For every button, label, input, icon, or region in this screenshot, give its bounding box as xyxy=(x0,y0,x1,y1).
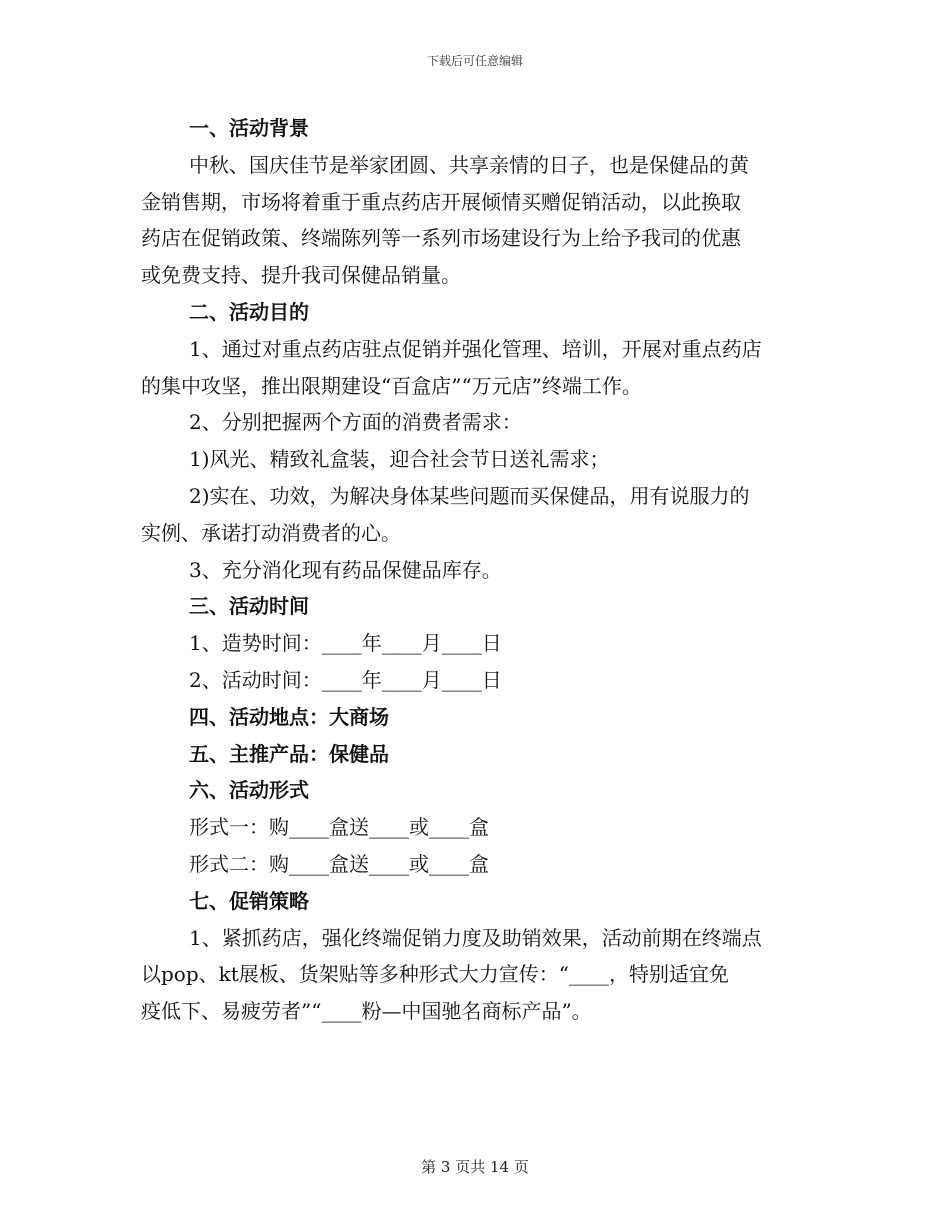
body-text-line: 2)实在、功效，为解决身体某些问题而买保健品，用有说服力的 xyxy=(189,483,750,508)
body-text-line: 中秋、国庆佳节是举家团圆、共享亲情的日子，也是保健品的黄 xyxy=(189,152,749,177)
body-text-line: 以pop、kt展板、货架贴等多种形式大力宣传：“____，特别适宜免 xyxy=(141,962,730,987)
section-heading: 七、促销策略 xyxy=(189,888,309,913)
section-heading: 二、活动目的 xyxy=(189,299,309,324)
document-body xyxy=(141,110,813,1030)
page-number: 第 3 页共 14 页 xyxy=(421,1158,529,1176)
body-text-line: 1、通过对重点药店驻点促销并强化管理、培训，开展对重点药店 xyxy=(189,336,762,361)
body-text-line: 实例、承诺打动消费者的心。 xyxy=(141,520,401,545)
body-text-line: 2、活动时间：____年____月____日 xyxy=(189,667,502,692)
section-heading: 四、活动地点：大商场 xyxy=(189,704,389,729)
page-header-note: 下载后可任意编辑 xyxy=(426,54,523,68)
body-text-line: 1)风光、精致礼盒装，迎合社会节日送礼需求； xyxy=(189,447,610,472)
section-heading: 三、活动时间 xyxy=(189,594,309,619)
body-text-line: 1、造势时间：____年____月____日 xyxy=(189,631,502,656)
section-heading: 一、活动背景 xyxy=(189,116,309,140)
section-heading: 五、主推产品：保健品 xyxy=(189,741,389,766)
body-text-line: 的集中攻坚，推出限期建设“百盒店”“万元店”终端工作。 xyxy=(141,373,642,398)
body-text-line: 疫低下、易疲劳者”“____粉—中国驰名商标产品”。 xyxy=(141,999,592,1024)
body-text-line: 3、充分消化现有药品保健品库存。 xyxy=(189,557,502,582)
body-text-line: 形式一：购____盒送____或____盒 xyxy=(189,815,489,840)
body-text-line: 1、紧抓药店，强化终端促销力度及助销效果，活动前期在终端点 xyxy=(189,925,762,950)
section-heading: 六、活动形式 xyxy=(189,778,309,803)
body-text-line: 形式二：购____盒送____或____盒 xyxy=(189,851,489,876)
body-text-line: 药店在促销政策、终端陈列等一系列市场建设行为上给予我司的优惠 xyxy=(141,226,741,251)
body-text-line: 2、分别把握两个方面的消费者需求： xyxy=(189,410,522,435)
body-text-line: 或免费支持、提升我司保健品销量。 xyxy=(141,263,461,288)
body-text-line: 金销售期，市场将着重于重点药店开展倾情买赠促销活动，以此换取 xyxy=(141,189,741,214)
